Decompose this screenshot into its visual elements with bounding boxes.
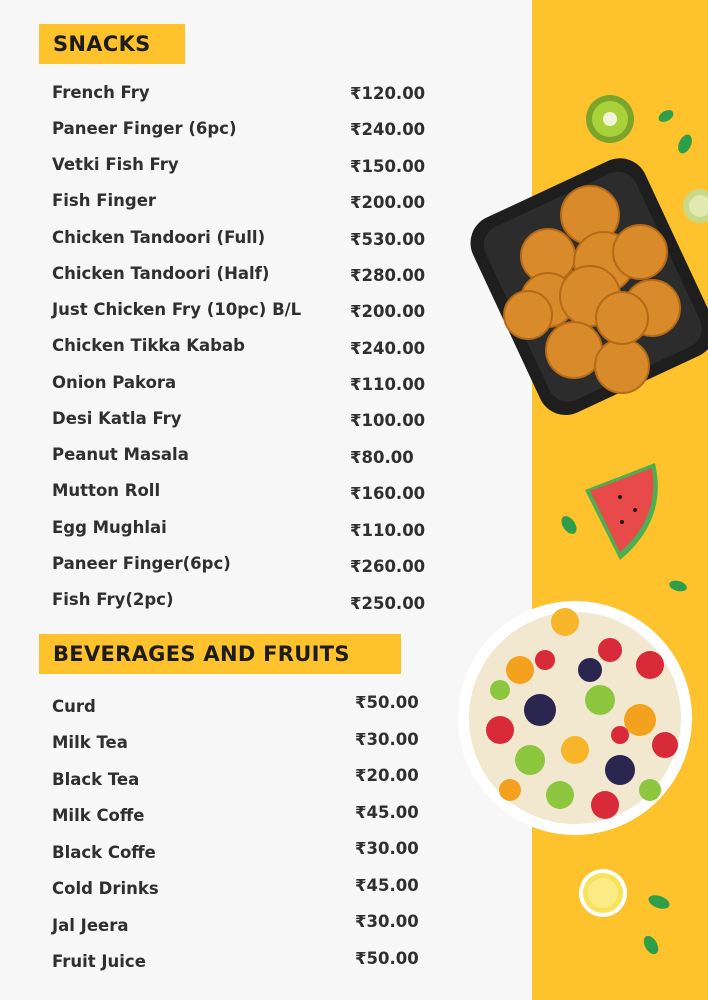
menu-item-price: ₹150.00 [350,157,426,176]
menu-item-price: ₹110.00 [350,375,426,394]
fruit-salad-bowl-image [458,601,692,835]
lemon-slice-icon [579,869,627,917]
menu-item-name: Egg Mughlai [52,518,167,537]
kiwi-slice-icon [586,95,634,143]
menu-item-name: Jal Jeera [52,916,129,935]
menu-item-name: Fish Finger [52,191,157,210]
menu-item-name: Chicken Tandoori (Full) [52,228,266,247]
menu-item-price: ₹45.00 [355,803,419,822]
menu-item-price: ₹45.00 [355,876,419,895]
menu-item-price: ₹110.00 [350,521,426,540]
section-header-snacks: SNACKS [39,24,185,64]
menu-item-price: ₹250.00 [350,594,426,613]
menu-item-name: Chicken Tikka Kabab [52,336,245,355]
menu-item-price: ₹30.00 [355,730,419,749]
menu-item-price: ₹30.00 [355,839,419,858]
menu-item-name: Desi Katla Fry [52,409,182,428]
menu-item-name: Black Coffe [52,843,156,862]
menu-item-price: ₹50.00 [355,693,419,712]
menu-item-price: ₹20.00 [355,766,419,785]
kiwi-slice-icon [683,189,708,223]
menu-item-name: Paneer Finger (6pc) [52,119,237,138]
menu-item-name: Milk Coffe [52,806,145,825]
menu-item-price: ₹160.00 [350,484,426,503]
menu-item-price: ₹50.00 [355,949,419,968]
menu-item-name: Fish Fry(2pc) [52,590,174,609]
menu-item-name: Peanut Masala [52,445,189,464]
menu-item-price: ₹30.00 [355,912,419,931]
menu-item-name: Cold Drinks [52,879,159,898]
menu-item-price: ₹260.00 [350,557,426,576]
menu-item-name: Black Tea [52,770,140,789]
menu-item-price: ₹80.00 [350,448,414,467]
menu-item-price: ₹200.00 [350,302,426,321]
menu-item-name: Fruit Juice [52,952,146,971]
watermelon-slice-icon [585,463,658,560]
menu-item-name: Curd [52,697,96,716]
menu-item-price: ₹240.00 [350,120,426,139]
menu-item-name: Milk Tea [52,733,128,752]
menu-item-price: ₹240.00 [350,339,426,358]
menu-item-price: ₹120.00 [350,84,426,103]
menu-item-name: Just Chicken Fry (10pc) B/L [52,300,302,319]
menu-item-name: Onion Pakora [52,373,177,392]
menu-item-name: French Fry [52,83,150,102]
menu-item-name: Mutton Roll [52,481,161,500]
menu-item-price: ₹200.00 [350,193,426,212]
section-header-beverages-and-fruits: BEVERAGES AND FRUITS [39,634,401,674]
menu-item-name: Chicken Tandoori (Half) [52,264,270,283]
menu-item-name: Paneer Finger(6pc) [52,554,231,573]
fried-balls-basket-image [461,149,708,424]
menu-item-price: ₹100.00 [350,411,426,430]
menu-item-name: Vetki Fish Fry [52,155,179,174]
menu-item-price: ₹280.00 [350,266,426,285]
menu-item-price: ₹530.00 [350,230,426,249]
